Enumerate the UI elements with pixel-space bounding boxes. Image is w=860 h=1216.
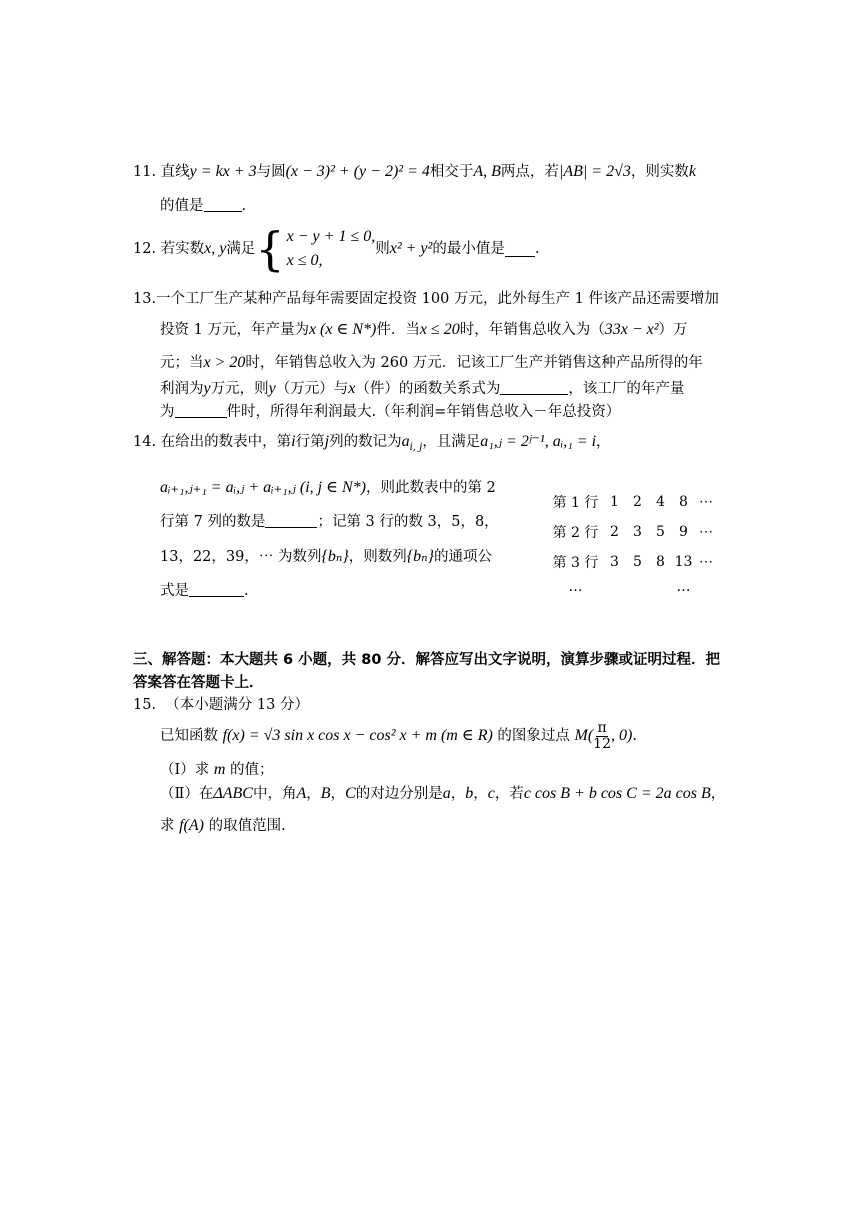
q13-line4: 利润为y万元，则y（万元）与x（件）的函数关系式为 ，该工厂的年产量 (160, 380, 685, 397)
table-row: … … (568, 579, 691, 595)
answer-blank (500, 380, 568, 395)
table-row: 第 1 行 1 2 4 8 ⋯ (552, 494, 713, 511)
q11-line1: 11. 直线y = kx + 3与圆(x − 3)² + (y − 2)² = 4相交于A, B两点，若|AB| = 2√3，则实数k (133, 163, 696, 180)
section-heading-cont: 答案答在答题卡上． (133, 675, 264, 691)
q15-part2-cont: 求 f(A) 的取值范围. (160, 817, 286, 834)
fraction-pi-over-12: $\frac{\pi}{12}$ (593, 719, 611, 752)
answer-blank (189, 582, 244, 597)
q13-line5: 为 件时，所得年利润最大.（年利润=年销售总收入－年总投资） (160, 404, 621, 420)
q13-line1: 13.一个工厂生产某种产品每年需要固定投资 100 万元，此外每生产 1 件该产品还需要增加 (133, 291, 719, 307)
q14-line3: 行第 7 列的数是 ；记第 3 行的数 3，5，8， (160, 514, 499, 530)
q15-header: 15. （本小题满分 13 分） (133, 697, 309, 713)
q11-number: 11. (133, 164, 157, 180)
answer-blank (265, 513, 317, 528)
answer-blank (505, 242, 535, 257)
q14-line5: 式是 . (160, 583, 249, 599)
q15-part1: （Ⅰ）求 m 的值； (160, 761, 274, 778)
number-table (548, 487, 717, 597)
brace-symbol: { (255, 222, 285, 276)
constraint-system: x − y + 1 ≤ 0, x ≤ 0, (286, 228, 376, 269)
answer-blank (204, 197, 242, 212)
table-row: 第 3 行 3 5 8 13 ⋯ (552, 554, 713, 571)
q14-line4: 13，22，39，⋯ 为数列{bₙ}，则数列{bₙ}的通项公 (160, 548, 493, 565)
answer-blank (175, 403, 227, 418)
q15-number: 15. (133, 697, 157, 713)
section-heading: 三、解答题：本大题共 6 小题，共 80 分．解答应写出文字说明，演算步骤或证明过程．把 (133, 652, 720, 668)
q12-number: 12. (133, 241, 157, 257)
q13-line3: 元；当x > 20时，年销售总收入为 260 万元．记该工厂生产并销售这种产品所得的年 (160, 354, 703, 371)
q15-part2: （Ⅱ）在ΔABC中，角A，B，C的对边分别是a，b，c，若c cos B + b cos C = 2a cos B， (160, 785, 726, 802)
q11-line2: 的值是 . (160, 198, 247, 214)
q14-line1: 14. 在给出的数表中，第i行第j列的数记为$a_{i, j}$，且满足a₁,ⱼ = 2ʲ⁻¹, aᵢ,₁ = i， (133, 433, 611, 453)
q13-number: 13. (133, 291, 157, 307)
q13-line2: 投资 1 万元，年产量为x (x ∈ N*)件．当x ≤ 20时，年销售总收入为（33x − x²）万 (160, 321, 688, 338)
q15-line1: 已知函数 f(x) = √3 sin x cos x − cos² x + m (m ∈ R) 的图象过点 M( $\frac{\pi}{12}$ , 0) . (160, 719, 637, 752)
q14-number: 14. (133, 434, 157, 450)
table-row: 第 2 行 2 3 5 9 ⋯ (552, 524, 713, 541)
q12-line: 12. 若实数 x, y 满足 { x − y + 1 ≤ 0, x ≤ 0, 则 x² + y² 的最小值是 . (133, 222, 540, 276)
q14-line2: aᵢ₊₁,ⱼ₊₁ = aᵢ,ⱼ + aᵢ₊₁,ⱼ (i, j ∈ N*)，则此数表中的第 2 (160, 479, 496, 496)
